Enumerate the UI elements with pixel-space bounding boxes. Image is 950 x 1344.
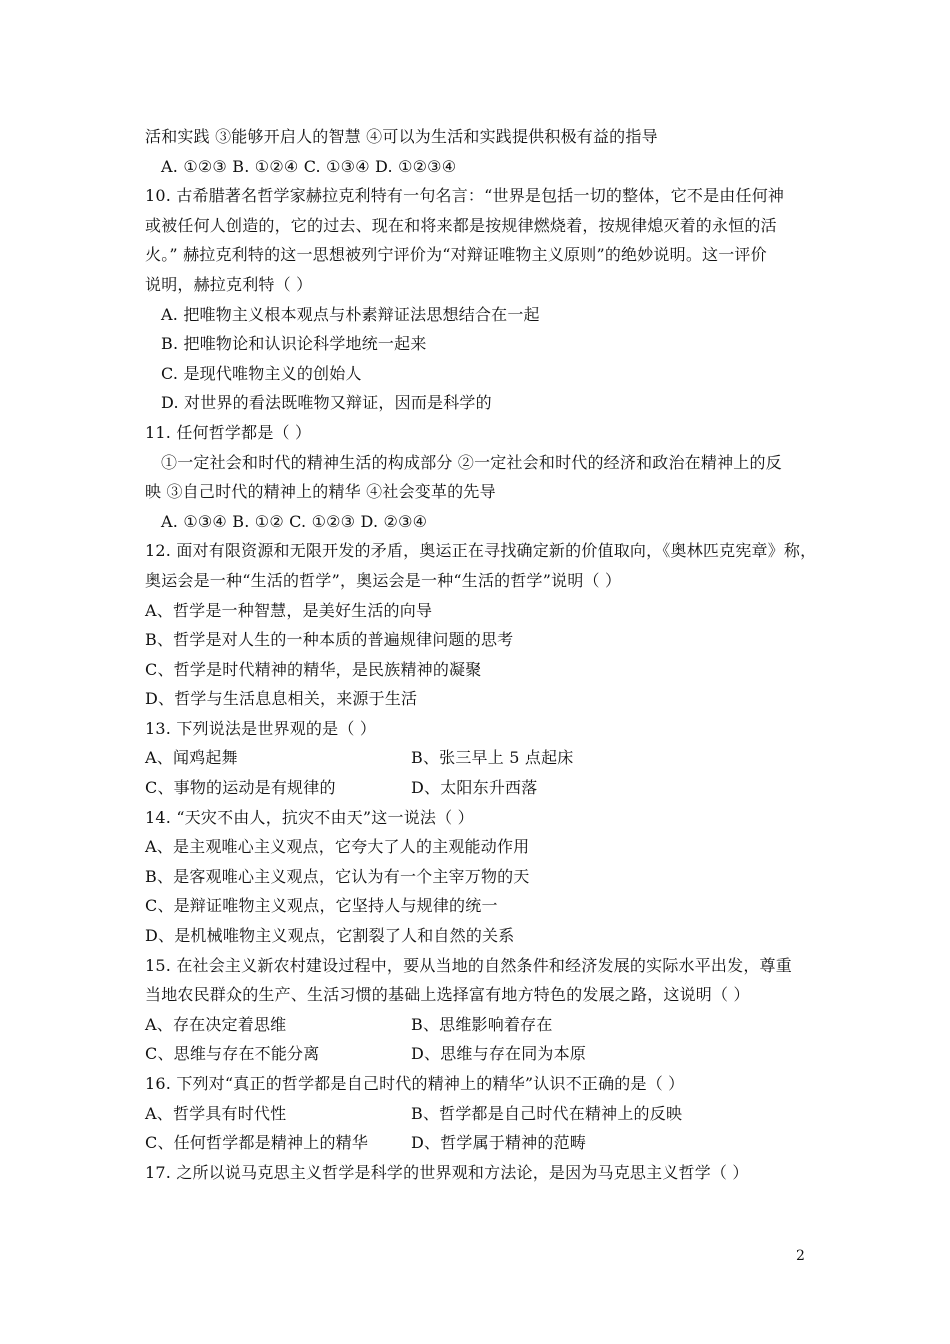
option-b: B、张三早上 5 点起床 xyxy=(411,748,574,768)
option-a: A、哲学是一种智慧，是美好生活的向导 xyxy=(145,600,433,620)
option-c: C、哲学是时代精神的精华，是民族精神的凝聚 xyxy=(145,659,482,679)
question-16-line: 16. 下列对“真正的哲学都是自己时代的精神上的精华”认识不正确的是（ ） xyxy=(145,1074,685,1093)
text-line: 奥运会是一种“生活的哲学”，奥运会是一种“生活的哲学”说明（ ） xyxy=(145,570,622,590)
question-17-line: 17. 之所以说马克思主义哲学是科学的世界观和方法论，是因为马克思主义哲学（ ） xyxy=(145,1162,749,1182)
text-line: 或被任何人创造的，它的过去、现在和将来都是按规律燃烧着，按规律熄灭着的永恒的活 xyxy=(145,215,777,235)
text-line: 说明，赫拉克利特（ ） xyxy=(145,274,313,294)
question-12-line: 12. 面对有限资源和无限开发的矛盾，奥运正在寻找确定新的价值取向，《奥林匹克宪章》称， xyxy=(145,541,817,561)
answer-options-line: A. ①②③ B. ①②④ C. ①③④ D. ①②③④ xyxy=(161,156,457,176)
text-line: 活和实践 ③能够开启人的智慧 ④可以为生活和实践提供积极有益的指导 xyxy=(145,127,658,146)
question-13-line: 13. 下列说法是世界观的是（ ） xyxy=(145,718,377,738)
option-d: D. 对世界的看法既唯物又辩证，因而是科学的 xyxy=(161,393,492,413)
option-c: C、事物的运动是有规律的 xyxy=(145,778,336,798)
option-c: C. 是现代唯物主义的创始人 xyxy=(161,363,362,383)
question-11-line: 11. 任何哲学都是（ ） xyxy=(145,422,312,442)
answer-options-line: A. ①③④ B. ①② C. ①②③ D. ②③④ xyxy=(161,511,428,531)
options-row xyxy=(145,1039,815,1069)
option-d: D、思维与存在同为本原 xyxy=(411,1044,587,1064)
question-text-block xyxy=(145,122,815,1187)
option-b: B. 把唯物论和认识论科学地统一起来 xyxy=(161,334,427,354)
text-line: 火。” 赫拉克利特的这一思想被列宁评价为“对辩证唯物主义原则”的绝妙说明。这一评价 xyxy=(145,245,767,265)
text-line: ①一定社会和时代的精神生活的构成部分 ②一定社会和时代的经济和政治在精神上的反 xyxy=(161,452,782,472)
option-d: D、哲学与生活息息相关，来源于生活 xyxy=(145,689,418,709)
option-a: A、是主观唯心主义观点，它夸大了人的主观能动作用 xyxy=(145,837,530,857)
option-a: A、哲学具有时代性 xyxy=(145,1103,287,1123)
option-d: D、是机械唯物主义观点，它割裂了人和自然的关系 xyxy=(145,926,515,946)
options-row xyxy=(145,1128,815,1158)
question-15-line: 15. 在社会主义新农村建设过程中，要从当地的自然条件和经济发展的实际水平出发，尊重 xyxy=(145,955,792,975)
options-row xyxy=(145,1010,815,1040)
option-b: B、思维影响着存在 xyxy=(411,1014,553,1034)
option-d: D、哲学属于精神的范畴 xyxy=(411,1133,587,1153)
option-a: A、闻鸡起舞 xyxy=(145,748,238,768)
option-c: C、思维与存在不能分离 xyxy=(145,1044,320,1064)
option-b: B、哲学是对人生的一种本质的普遍规律问题的思考 xyxy=(145,630,514,650)
question-14-line: 14. “天灾不由人，抗灾不由天”这一说法（ ） xyxy=(145,807,474,827)
text-line: 当地农民群众的生产、生活习惯的基础上选择富有地方特色的发展之路，这说明（ ） xyxy=(145,985,750,1005)
option-b: B、是客观唯心主义观点，它认为有一个主宰万物的天 xyxy=(145,866,530,886)
question-10-line: 10. 古希腊著名哲学家赫拉克利特有一句名言：“世界是包括一切的整体，它不是由任何神 xyxy=(145,186,785,206)
option-c: C、任何哲学都是精神上的精华 xyxy=(145,1133,369,1153)
option-d: D、太阳东升西落 xyxy=(411,778,538,798)
options-row xyxy=(145,1099,815,1129)
option-a: A、存在决定着思维 xyxy=(145,1014,287,1034)
options-row xyxy=(145,743,815,773)
option-b: B、哲学都是自己时代在精神上的反映 xyxy=(411,1103,683,1123)
option-c: C、是辩证唯物主义观点，它坚持人与规律的统一 xyxy=(145,896,498,916)
text-line: 映 ③自己时代的精神上的精华 ④社会变革的先导 xyxy=(145,482,496,502)
page-number: 2 xyxy=(796,1248,805,1264)
option-a: A. 把唯物主义根本观点与朴素辩证法思想结合在一起 xyxy=(161,304,540,324)
options-row xyxy=(145,773,815,803)
